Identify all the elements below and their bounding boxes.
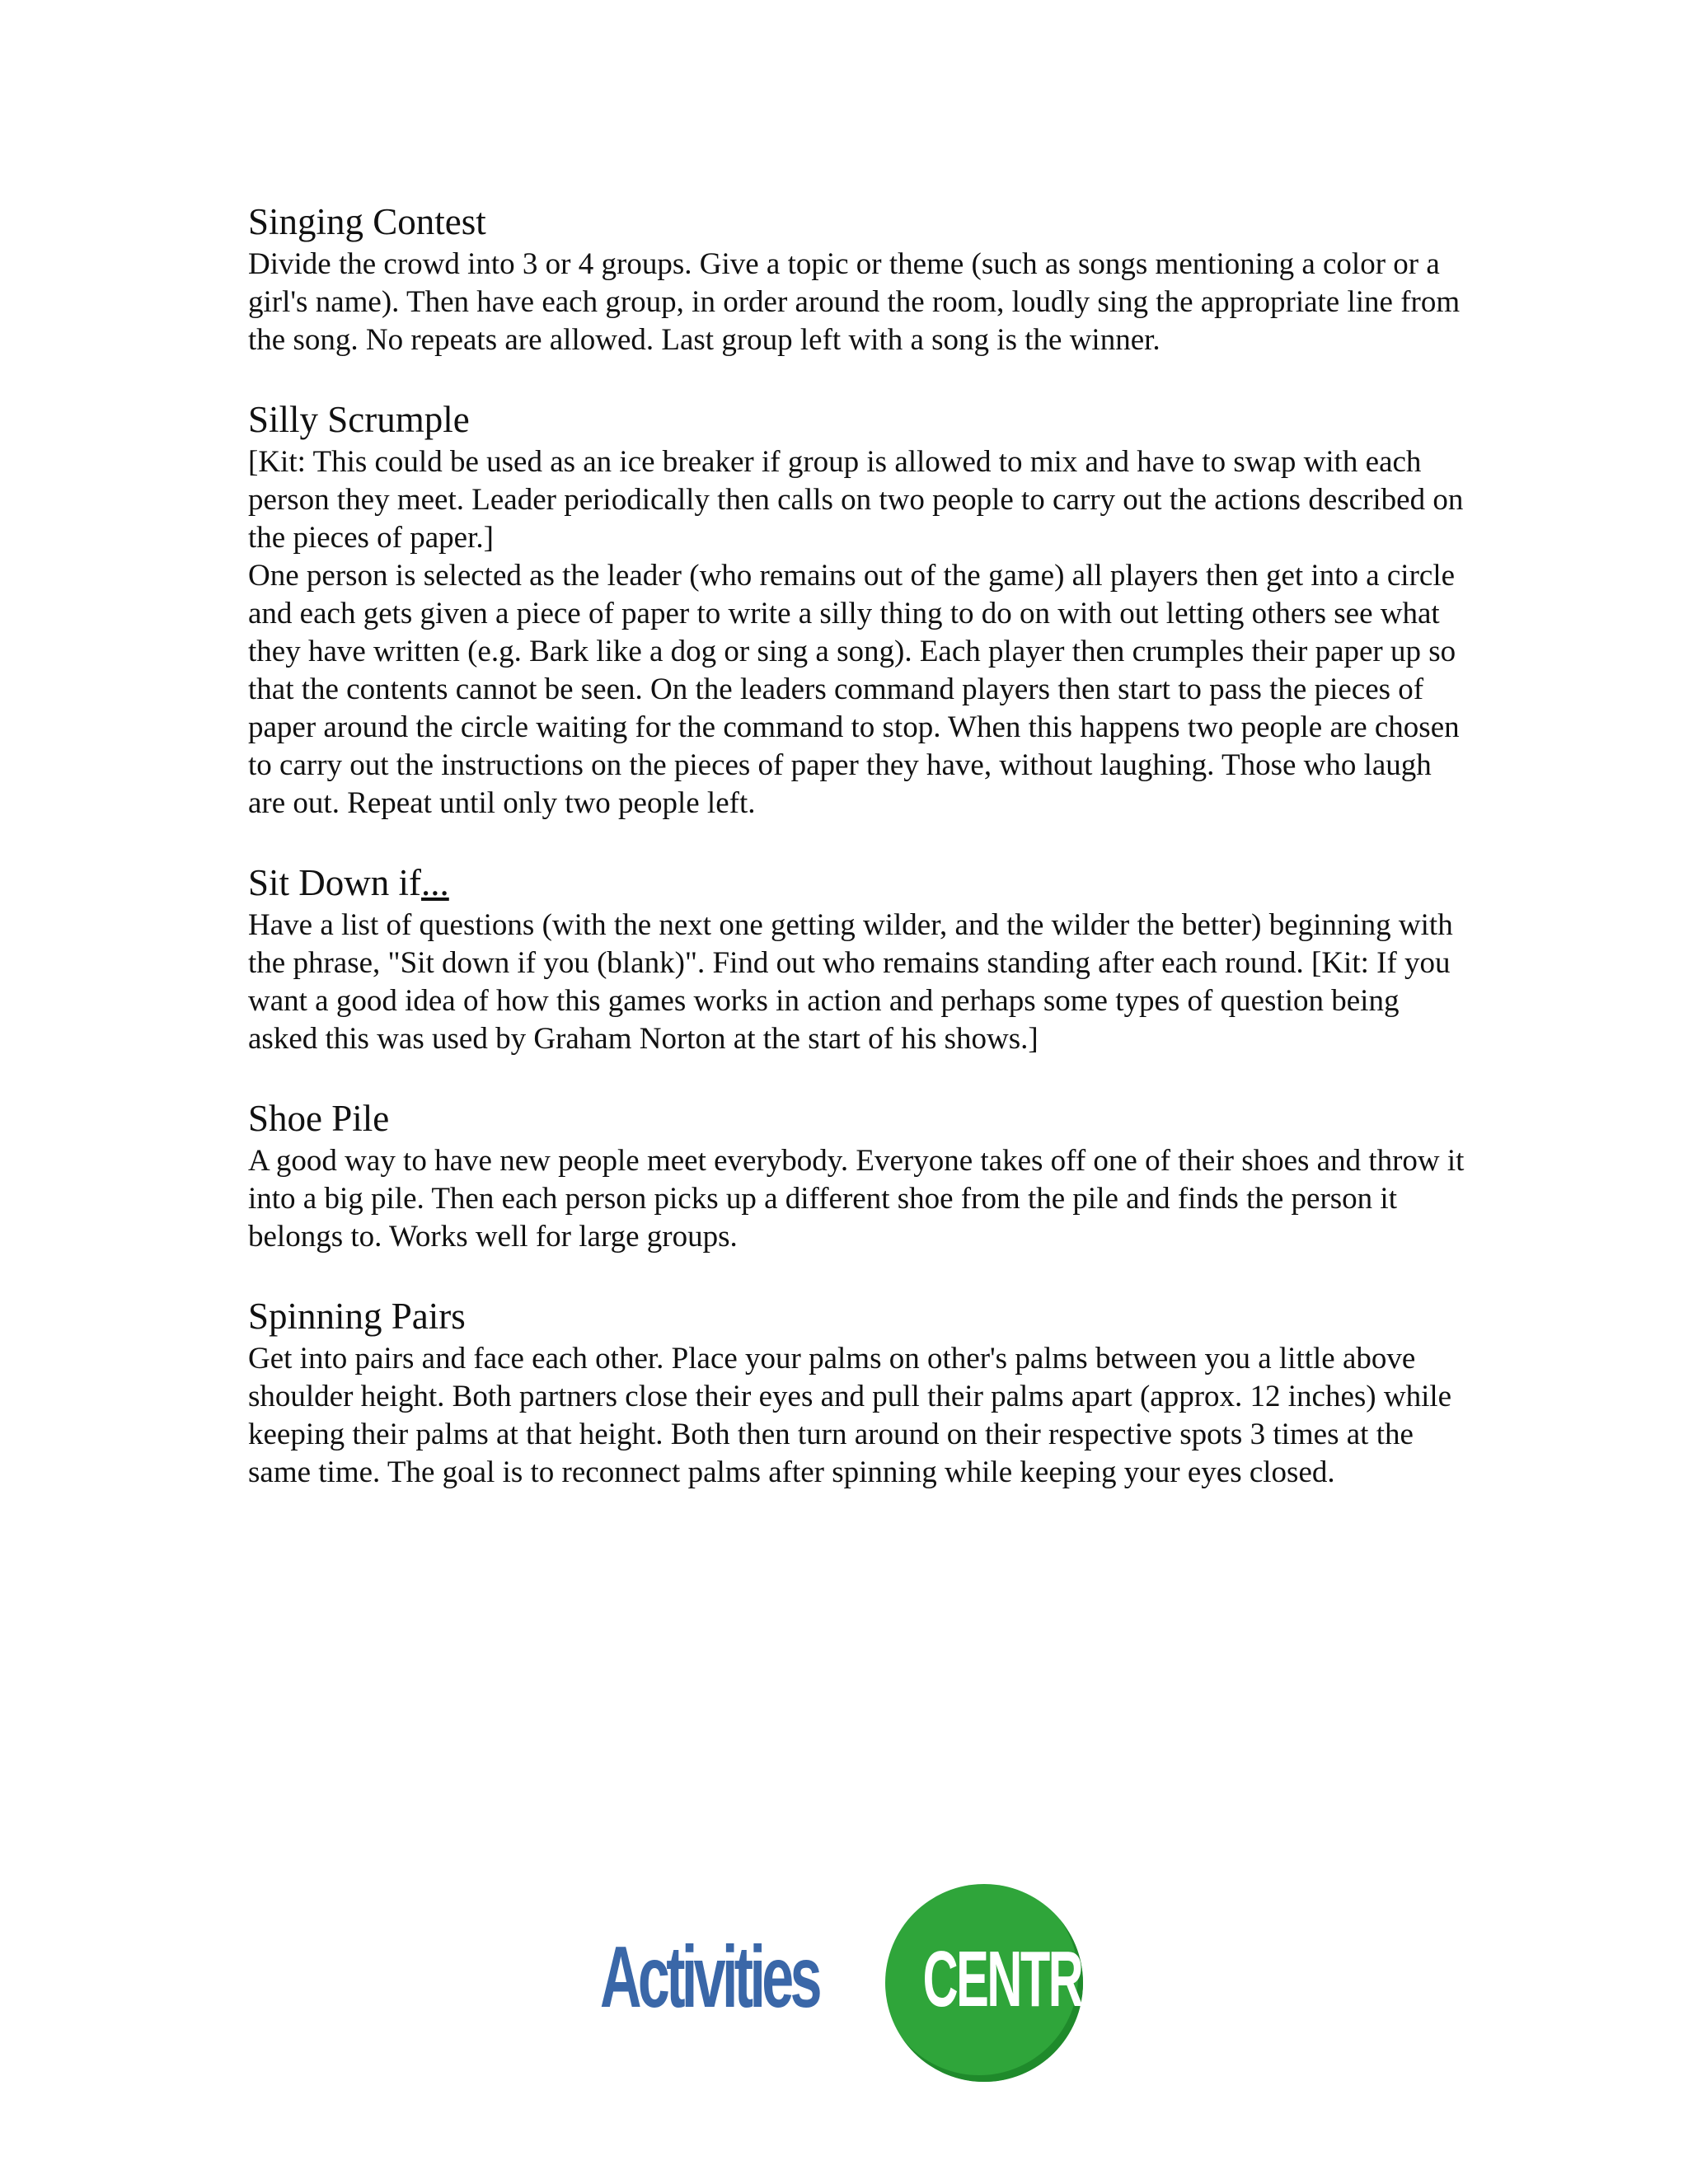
section-paragraph: One person is selected as the leader (who remains out of the game) all players then get into a circle and each gets given a piece of paper to write a silly thing to do on with out letting others see what they have written (e.g. Bark like a dog or sing a song). Each player then crumples their paper up so that the contents cannot be seen. On the leaders command players then start to pass the pieces of paper around the circle waiting for the command to stop. When this happens two people are chosen to carry out the instructions on the pieces of paper they have, without laughing. Those who laugh are out. Repeat until only two people left. [248,559,1460,820]
logo-word: Activities [600,1929,818,2026]
section-paragraph: Divide the crowd into 3 or 4 groups. Give a topic or theme (such as songs mentioning a color or a girl's name). Then have each group, in order around the room, loudly sing the appropriate line from the song. No repeats are allowed. Last group left with a song is the winner. [248,247,1461,357]
activities-central-logo [600,1884,1143,2082]
section-paragraph: Get into pairs and face each other. Place your palms on other's palms between you a little above shoulder height. Both partners close their eyes and pull their palms apart (approx. 12 inches) while keeping their palms at that height. Both then turn around on their respective spots 3 times at the same time. The goal is to reconnect palms after spinning while keeping your eyes closed. [248,1342,1452,1489]
section-singing-contest [248,198,1468,359]
section-heading-ellipsis: ... [421,862,449,903]
section-paragraph: [Kit: This could be used as an ice breaker if group is allowed to mix and have to swap with each person they meet. Leader periodically then calls on two people to carry out the actions described on the pieces of paper.] [248,445,1464,555]
document-content [248,198,1468,1528]
section-paragraph: A good way to have new people meet everybody. Everyone takes off one of their shoes and throw it into a big pile. Then each person picks up a different shoe from the pile and finds the person it belongs to. Works well for large groups. [248,1144,1465,1254]
section-paragraph: Have a list of questions (with the next one getting wilder, and the wilder the better) beginning with the phrase, "Sit down if you (blank)". Find out who remains standing after each round. [Kit: If you want a good idea of how this games works in action and perhaps some types of question being asked this was used by Graham Norton at the start of his shows.] [248,908,1453,1056]
section-heading-text: Sit Down if [248,862,422,903]
section-spinning-pairs [248,1292,1468,1492]
section-heading [248,859,1468,907]
section-sit-down-if [248,859,1468,1058]
section-heading: Shoe Pile [248,1098,390,1139]
section-heading: Silly Scrumple [248,399,470,440]
section-shoe-pile [248,1094,1468,1256]
logo-circle [885,1884,1143,2082]
section-heading: Singing Contest [248,201,486,242]
section-silly-scrumple [248,396,1468,823]
logo-circle-text: CENTRAL [922,1935,1143,2023]
section-heading: Spinning Pairs [248,1296,466,1337]
